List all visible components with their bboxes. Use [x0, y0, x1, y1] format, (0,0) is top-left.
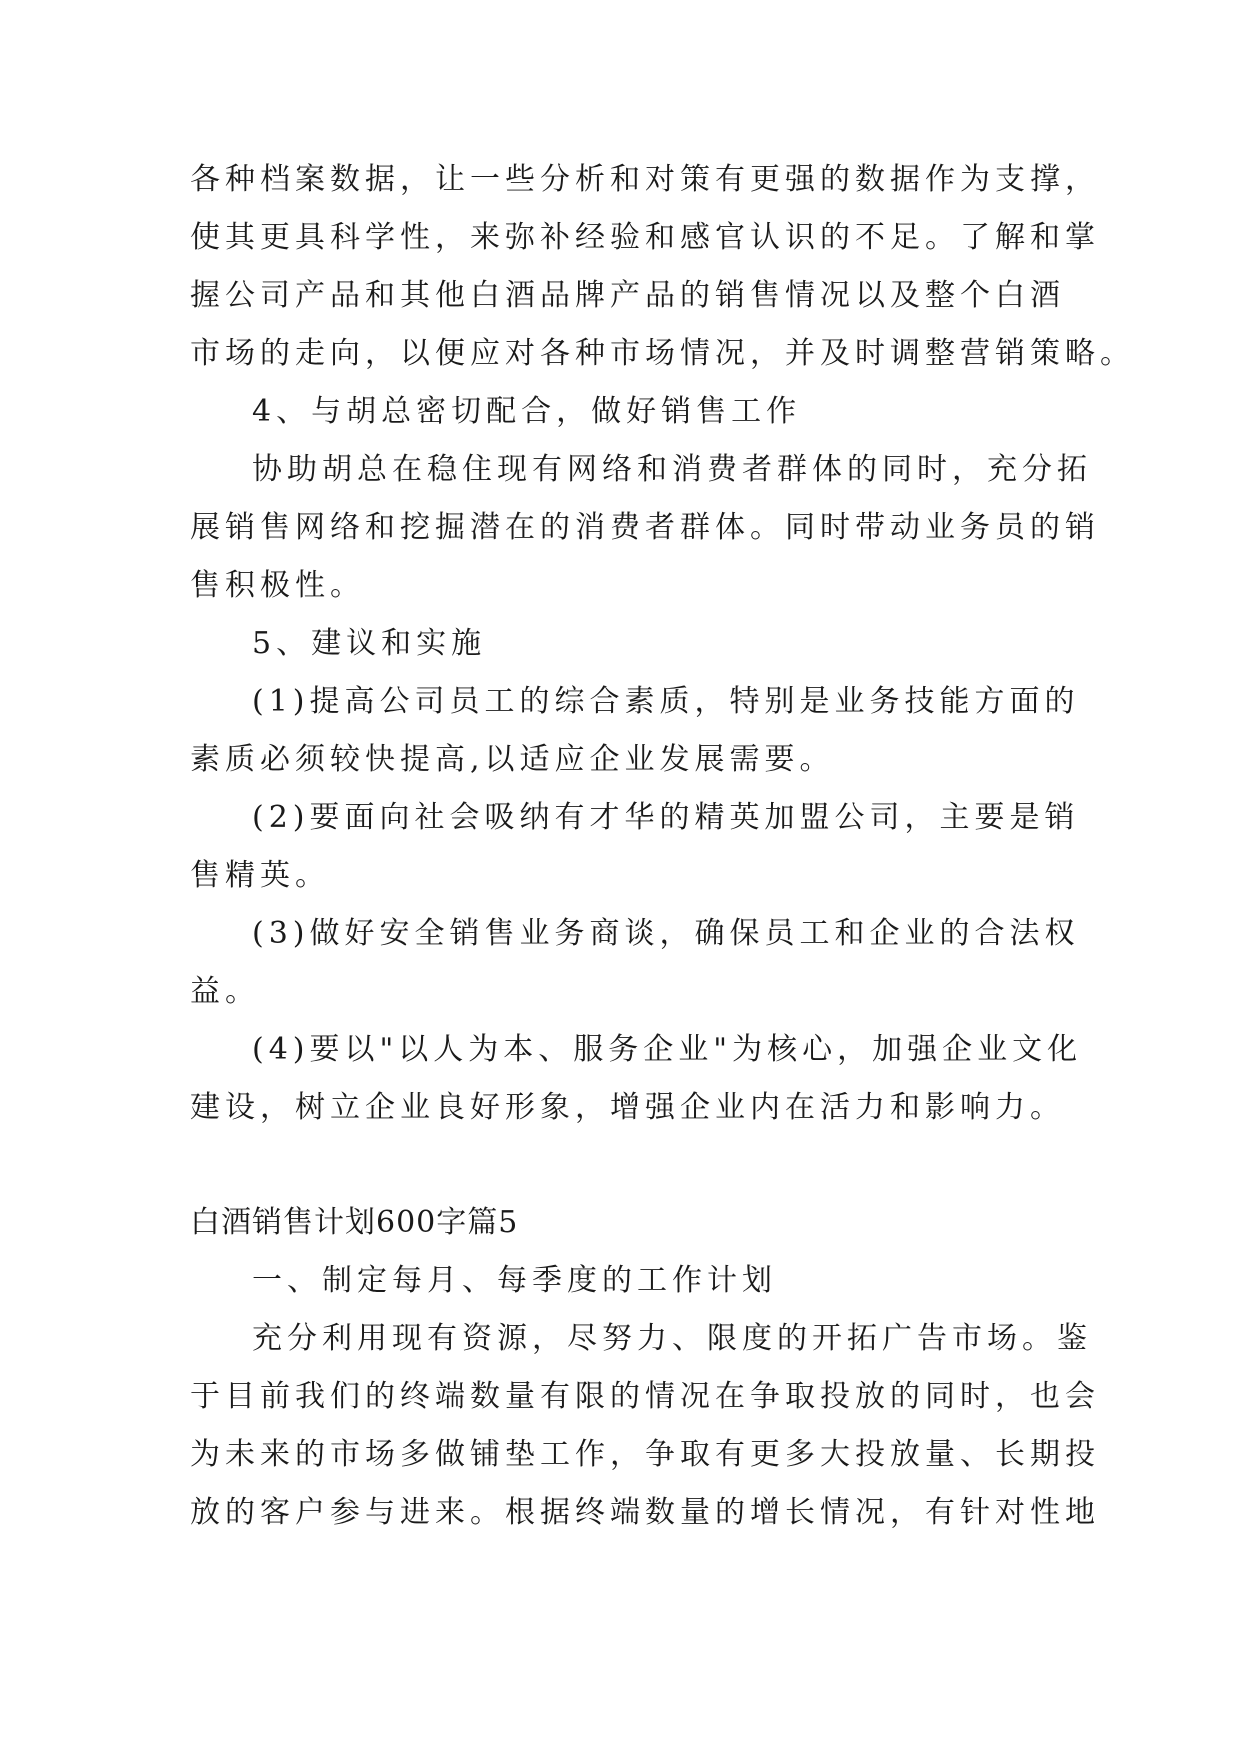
- article-title: 白酒销售计划600字篇5: [190, 1205, 519, 1240]
- section-heading: 一、制定每月、每季度的工作计划: [252, 1263, 777, 1298]
- list-item-line: 益。: [190, 974, 260, 1009]
- paragraph-line: 展销售网络和挖掘潜在的消费者群体。同时带动业务员的销: [190, 510, 1100, 545]
- paragraph-line: 售积极性。: [190, 568, 365, 603]
- paragraph-line: 市场的走向，以便应对各种市场情况，并及时调整营销策略。: [190, 336, 1135, 371]
- list-item-line: 建设，树立企业良好形象，增强企业内在活力和影响力。: [190, 1090, 1065, 1125]
- list-item-line: 素质必须较快提高,以适应企业发展需要。: [190, 742, 835, 777]
- paragraph-line: 放的客户参与进来。根据终端数量的增长情况，有针对性地: [190, 1495, 1100, 1530]
- paragraph-line: 协助胡总在稳住现有网络和消费者群体的同时，充分拓: [252, 452, 1092, 487]
- list-item-line: (4)要以"以人为本、服务企业"为核心，加强企业文化: [252, 1032, 1083, 1067]
- list-item-line: 售精英。: [190, 858, 330, 893]
- paragraph-line: 于目前我们的终端数量有限的情况在争取投放的同时，也会: [190, 1379, 1100, 1414]
- list-item-line: (2)要面向社会吸纳有才华的精英加盟公司，主要是销: [252, 800, 1080, 835]
- list-item-line: (1)提高公司员工的综合素质，特别是业务技能方面的: [252, 684, 1080, 719]
- paragraph-line: 充分利用现有资源，尽努力、限度的开拓广告市场。鉴: [252, 1321, 1092, 1356]
- list-item-line: (3)做好安全销售业务商谈，确保员工和企业的合法权: [252, 916, 1080, 951]
- paragraph-line: 为未来的市场多做铺垫工作，争取有更多大投放量、长期投: [190, 1437, 1100, 1472]
- section-heading: 4、与胡总密切配合，做好销售工作: [252, 394, 802, 429]
- paragraph-line: 握公司产品和其他白酒品牌产品的销售情况以及整个白酒: [190, 278, 1065, 313]
- section-heading: 5、建议和实施: [252, 626, 487, 661]
- paragraph-line: 使其更具科学性，来弥补经验和感官认识的不足。了解和掌: [190, 220, 1100, 255]
- paragraph-line: 各种档案数据，让一些分析和对策有更强的数据作为支撑，: [190, 162, 1100, 197]
